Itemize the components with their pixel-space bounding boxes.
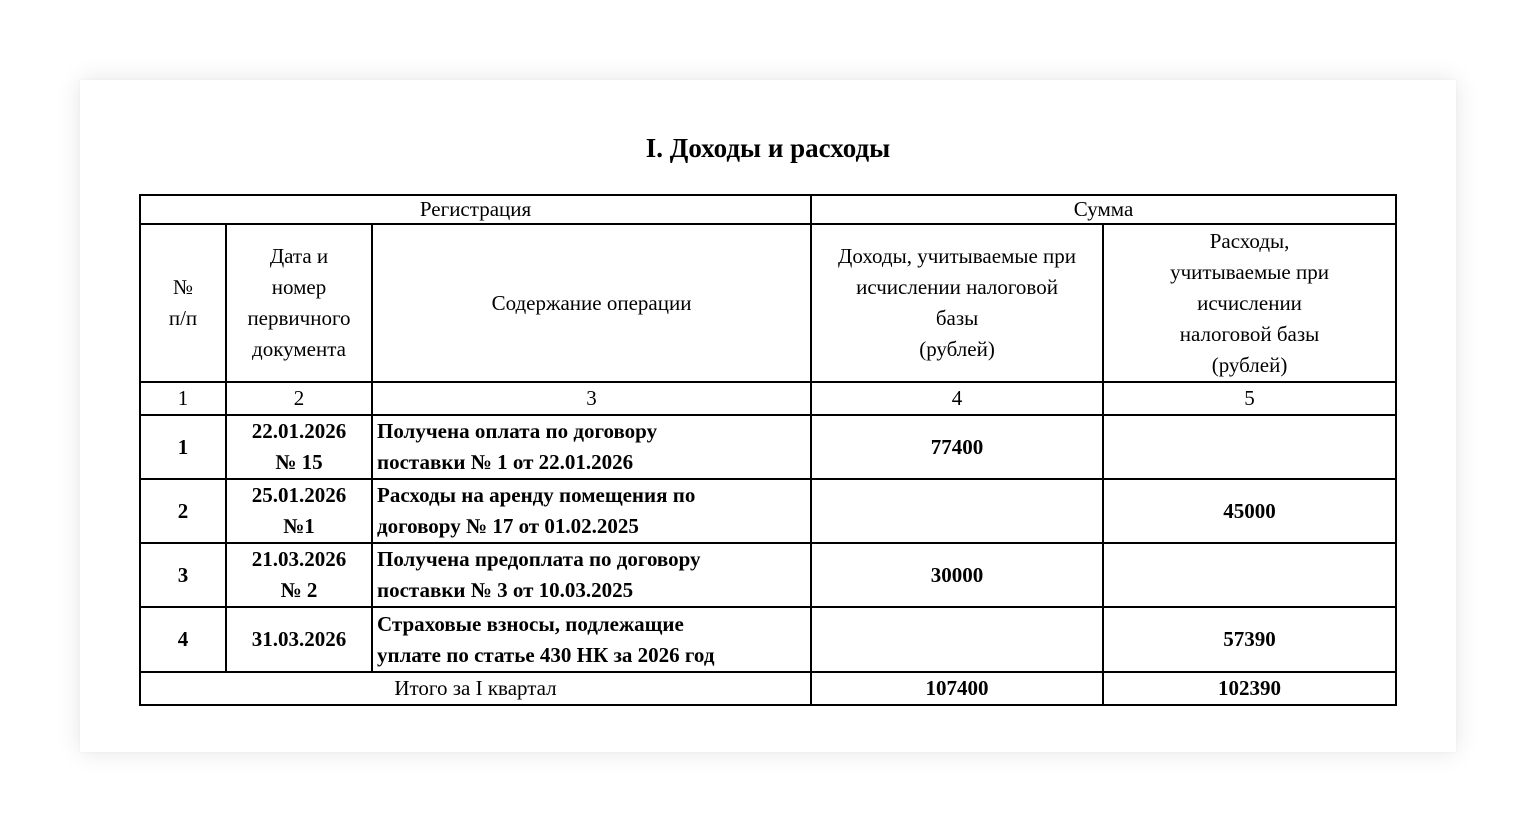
content-line: уплате по статье 430 НК за 2026 год bbox=[377, 642, 715, 667]
row-expense bbox=[1103, 543, 1396, 607]
row-document bbox=[226, 479, 372, 543]
column-number: 4 bbox=[811, 382, 1103, 415]
table-row bbox=[140, 415, 1396, 479]
section-title: I. Доходы и расходы bbox=[645, 133, 891, 163]
content-line: Страховые взносы, подлежащие bbox=[377, 611, 684, 636]
header-line: налоговой базы bbox=[1179, 321, 1320, 346]
row-income: 30000 bbox=[811, 543, 1103, 607]
header-col-number bbox=[140, 224, 226, 382]
header-registration: Регистрация bbox=[140, 195, 811, 224]
total-row bbox=[140, 672, 1396, 705]
row-income: 77400 bbox=[811, 415, 1103, 479]
header-line: учитываемые при bbox=[1170, 259, 1329, 284]
header-line: п/п bbox=[168, 306, 198, 330]
total-label: Итого за I квартал bbox=[140, 672, 811, 705]
header-col-document bbox=[226, 224, 372, 382]
total-income: 107400 bbox=[811, 672, 1103, 705]
document-date: 21.03.2026 bbox=[251, 547, 347, 571]
row-number: 2 bbox=[140, 479, 226, 543]
row-expense: 57390 bbox=[1103, 607, 1396, 672]
content-line: поставки № 1 от 22.01.2026 bbox=[377, 450, 634, 474]
row-document bbox=[226, 415, 372, 479]
row-content bbox=[372, 479, 811, 543]
header-line: Дата и bbox=[269, 244, 329, 268]
document-number: № 2 bbox=[280, 578, 318, 602]
header-columns-row bbox=[140, 224, 1396, 382]
header-line: исчислении налоговой bbox=[856, 275, 1058, 299]
header-col-content bbox=[372, 224, 811, 382]
document-date: 31.03.2026 bbox=[251, 627, 347, 651]
row-document bbox=[226, 607, 372, 672]
row-expense bbox=[1103, 415, 1396, 479]
header-line: № bbox=[172, 275, 194, 299]
header-sum: Сумма bbox=[811, 195, 1396, 224]
document-date: 22.01.2026 bbox=[251, 419, 347, 443]
row-content bbox=[372, 607, 811, 672]
content-line: договору № 17 от 01.02.2025 bbox=[377, 514, 639, 538]
column-numbers-row bbox=[140, 382, 1396, 415]
header-line: (рублей) bbox=[1211, 352, 1288, 377]
header-line: документа bbox=[252, 337, 346, 361]
content-line: Получена оплата по договору bbox=[377, 419, 658, 443]
header-line: первичного bbox=[247, 306, 351, 330]
content-line: Расходы на аренду помещения по bbox=[377, 483, 696, 507]
row-content bbox=[372, 415, 811, 479]
table-row bbox=[140, 543, 1396, 607]
content-line: Получена предоплата по договору bbox=[377, 547, 701, 571]
table-row bbox=[140, 479, 1396, 543]
row-income bbox=[811, 479, 1103, 543]
header-col-expense bbox=[1103, 224, 1396, 382]
header-line: исчислении bbox=[1197, 290, 1302, 315]
row-income bbox=[811, 607, 1103, 672]
row-document bbox=[226, 543, 372, 607]
content-line: поставки № 3 от 10.03.2025 bbox=[377, 578, 634, 602]
row-expense: 45000 bbox=[1103, 479, 1396, 543]
header-group-row bbox=[140, 195, 1396, 224]
document-date: 25.01.2026 bbox=[251, 483, 347, 507]
header-line: (рублей) bbox=[919, 337, 995, 361]
header-line: Доходы, учитываемые при bbox=[838, 244, 1077, 268]
column-number: 5 bbox=[1103, 382, 1396, 415]
column-number: 3 bbox=[372, 382, 811, 415]
document-number: №1 bbox=[283, 514, 315, 538]
header-line: Расходы, bbox=[1209, 228, 1290, 253]
table-row bbox=[140, 607, 1396, 672]
total-expense: 102390 bbox=[1103, 672, 1396, 705]
column-number: 2 bbox=[226, 382, 372, 415]
document-number: № 15 bbox=[275, 450, 323, 474]
row-number: 3 bbox=[140, 543, 226, 607]
row-content bbox=[372, 543, 811, 607]
header-line: базы bbox=[935, 306, 979, 330]
income-expense-table bbox=[139, 194, 1397, 706]
header-line: Содержание операции bbox=[491, 290, 692, 315]
header-col-income bbox=[811, 224, 1103, 382]
column-number: 1 bbox=[140, 382, 226, 415]
header-line: номер bbox=[271, 275, 327, 299]
row-number: 1 bbox=[140, 415, 226, 479]
row-number: 4 bbox=[140, 607, 226, 672]
